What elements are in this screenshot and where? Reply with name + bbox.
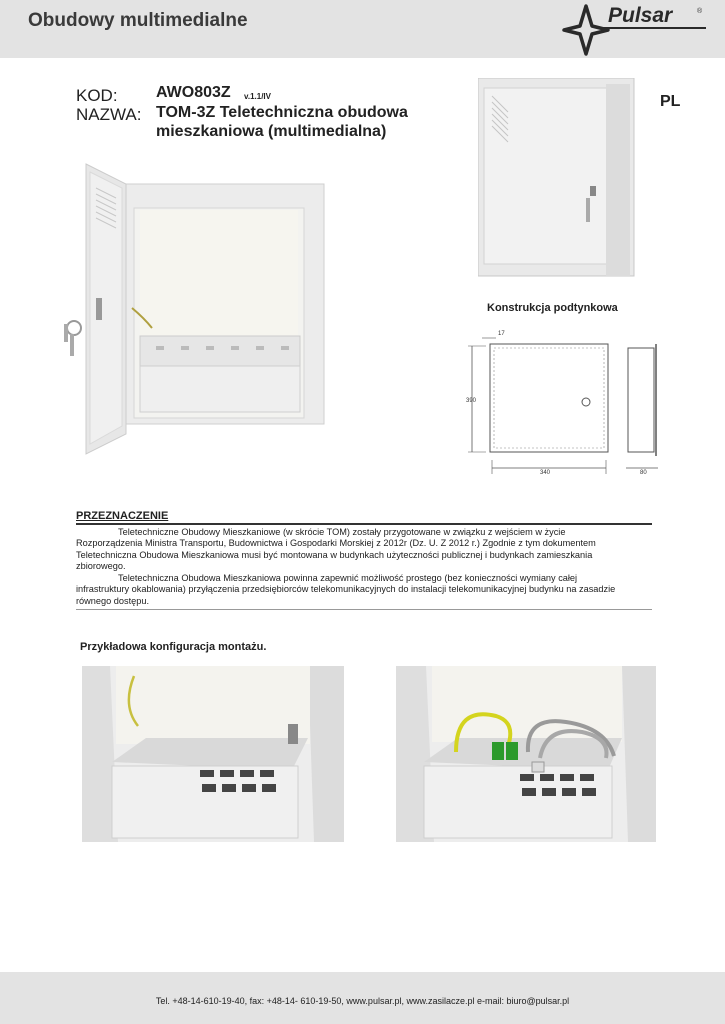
text-line: infrastruktury okablowania) przyłączenia przedsiębiorców telekomunikacyjnych do instalacji telekomunikacyjnej budynku na zasadzie bbox=[76, 584, 616, 595]
purpose-divider bbox=[76, 523, 652, 525]
config-photo-assembled bbox=[396, 666, 656, 842]
section-separator bbox=[76, 609, 652, 610]
language-code: PL bbox=[660, 93, 681, 110]
purpose-paragraph-1 bbox=[76, 527, 652, 573]
dim-depth: 80 bbox=[640, 470, 647, 476]
dim-width: 340 bbox=[540, 470, 551, 476]
brand-name: Pulsar bbox=[608, 4, 673, 27]
code-label: KOD: bbox=[76, 86, 118, 105]
config-photo-empty bbox=[82, 666, 344, 842]
text-line: równego dostępu. bbox=[76, 595, 150, 606]
page-title: Obudowy multimedialne bbox=[28, 10, 248, 31]
text-line: Teletechniczna Obudowa Mieszkaniowa powinna zapewnić możliwość prostego (bez konieczności wymiany całej bbox=[118, 573, 578, 583]
product-name-line1: TOM-3Z Teletechniczna obudowa bbox=[156, 104, 408, 121]
config-heading: Przykładowa konfiguracja montażu. bbox=[80, 641, 267, 653]
product-code: AWO803Z bbox=[156, 84, 231, 101]
purpose-paragraph-2 bbox=[76, 573, 652, 607]
drawing-caption: Konstrukcja podtynkowa bbox=[487, 302, 618, 314]
text-line: Rozporządzenia Ministra Transportu, Budownictwa i Gospodarki Morskiej z 2012r (Dz. U. Z 2012 r.) Zgodnie z tym dokumentem bbox=[76, 538, 596, 549]
mounting-drawing bbox=[456, 324, 666, 480]
dim-depth-top: 17 bbox=[498, 331, 505, 337]
product-name-line2: mieszkaniowa (multimedialna) bbox=[156, 123, 387, 140]
open-cabinet-photo bbox=[56, 158, 334, 458]
text-line: Teletechniczna Obudowa Mieszkaniowa musi być montowana w budynkach użyteczności publicznej i budynkach zamieszkania bbox=[76, 549, 593, 560]
dim-height: 390 bbox=[466, 398, 477, 404]
text-line: Teletechniczne Obudowy Mieszkaniowe (w skrócie TOM) zostały przygotowane w związku z wejściem w życie bbox=[118, 527, 566, 537]
closed-cabinet-photo bbox=[478, 78, 638, 284]
product-version: v.1.1/IV bbox=[244, 92, 271, 101]
name-label: NAZWA: bbox=[76, 105, 142, 124]
brand-registered-mark: ® bbox=[697, 8, 703, 15]
text-line: zbiorowego. bbox=[76, 561, 126, 572]
purpose-heading: PRZEZNACZENIE bbox=[76, 510, 169, 522]
contact-info: Tel. +48-14-610-19-40, fax: +48-14- 610-19-50, www.pulsar.pl, www.zasilacze.pl e-mail: biuro@pulsar.pl bbox=[155, 996, 570, 1006]
